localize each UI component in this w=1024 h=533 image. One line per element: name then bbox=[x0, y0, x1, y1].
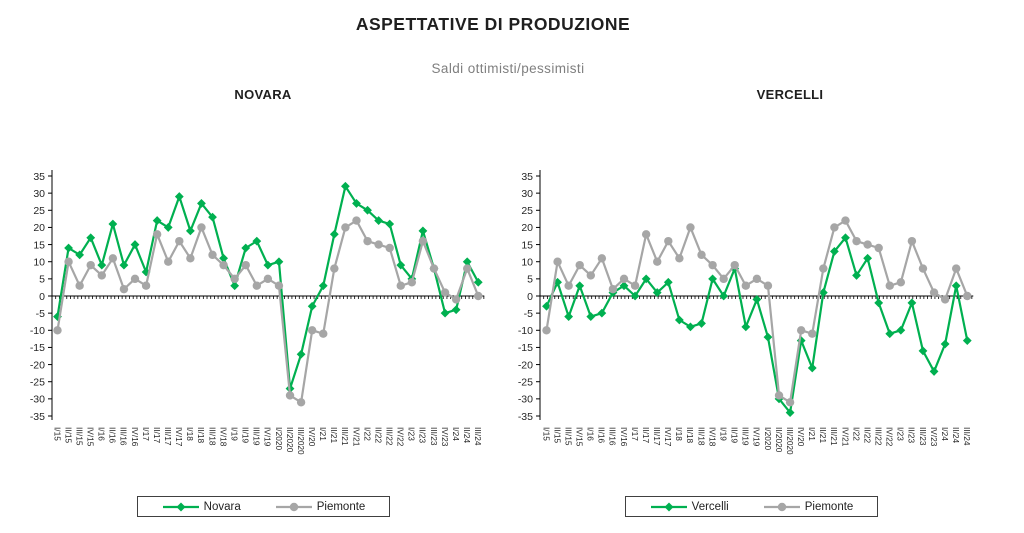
page-title: ASPETTATIVE DI PRODUZIONE bbox=[355, 14, 631, 34]
svg-text:-15: -15 bbox=[517, 342, 533, 355]
svg-text:III/23: III/23 bbox=[428, 427, 439, 446]
svg-text:35: 35 bbox=[521, 170, 533, 183]
svg-text:III/18: III/18 bbox=[696, 427, 707, 446]
svg-text:-25: -25 bbox=[29, 376, 45, 389]
svg-text:20: 20 bbox=[33, 222, 45, 235]
svg-text:30: 30 bbox=[33, 187, 45, 200]
svg-text:25: 25 bbox=[521, 205, 533, 218]
svg-text:I/17: I/17 bbox=[629, 427, 640, 441]
svg-text:I/24: I/24 bbox=[939, 427, 950, 441]
legend-item bbox=[650, 501, 729, 513]
svg-text:III/15: III/15 bbox=[563, 427, 574, 446]
svg-text:I/21: I/21 bbox=[318, 427, 329, 441]
svg-text:-5: -5 bbox=[35, 307, 45, 320]
svg-text:IV/23: IV/23 bbox=[439, 427, 450, 447]
vercelli-chart bbox=[512, 95, 1024, 533]
svg-text:-20: -20 bbox=[517, 359, 533, 372]
legend-item bbox=[162, 501, 241, 513]
svg-text:III/17: III/17 bbox=[652, 427, 663, 446]
svg-text:II/19: II/19 bbox=[729, 427, 740, 444]
svg-text:III/21: III/21 bbox=[829, 427, 840, 446]
svg-text:IV/17: IV/17 bbox=[663, 427, 674, 447]
svg-text:II/22: II/22 bbox=[373, 427, 384, 444]
svg-text:III/2020: III/2020 bbox=[295, 427, 306, 455]
svg-text:0: 0 bbox=[527, 290, 533, 303]
svg-text:III/16: III/16 bbox=[607, 427, 618, 446]
svg-text:-30: -30 bbox=[29, 393, 45, 406]
svg-text:I/16: I/16 bbox=[96, 427, 107, 441]
svg-text:II/18: II/18 bbox=[196, 427, 207, 444]
svg-text:III/22: III/22 bbox=[384, 427, 395, 446]
piemonte-series-marker-icon bbox=[763, 501, 803, 513]
svg-text:I/18: I/18 bbox=[674, 427, 685, 441]
svg-text:II/16: II/16 bbox=[107, 427, 118, 444]
svg-text:II/16: II/16 bbox=[596, 427, 607, 444]
svg-text:I/2020: I/2020 bbox=[273, 427, 284, 451]
svg-text:I/22: I/22 bbox=[362, 427, 373, 441]
svg-text:II/22: II/22 bbox=[862, 427, 873, 444]
svg-text:I/16: I/16 bbox=[585, 427, 596, 441]
svg-text:-20: -20 bbox=[29, 359, 45, 372]
svg-text:0: 0 bbox=[39, 290, 45, 303]
svg-text:II/15: II/15 bbox=[552, 427, 563, 444]
svg-text:25: 25 bbox=[33, 205, 45, 218]
svg-text:I/22: I/22 bbox=[851, 427, 862, 441]
svg-text:III/21: III/21 bbox=[340, 427, 351, 446]
svg-text:III/22: III/22 bbox=[873, 427, 884, 446]
svg-text:-10: -10 bbox=[517, 325, 533, 338]
svg-text:-25: -25 bbox=[517, 376, 533, 389]
svg-text:I/23: I/23 bbox=[406, 427, 417, 441]
novara-series-marker-icon bbox=[162, 501, 202, 513]
chart-title-novara: NOVARA bbox=[234, 87, 292, 102]
svg-text:IV/15: IV/15 bbox=[574, 427, 585, 447]
svg-text:II/17: II/17 bbox=[640, 427, 651, 444]
svg-text:IV/19: IV/19 bbox=[262, 427, 273, 447]
svg-text:-15: -15 bbox=[29, 342, 45, 355]
novara-chart bbox=[0, 95, 512, 533]
piemonte-series-marker-icon bbox=[275, 501, 315, 513]
svg-text:5: 5 bbox=[39, 273, 45, 286]
legend-item bbox=[763, 501, 854, 513]
svg-text:IV/21: IV/21 bbox=[351, 427, 362, 447]
svg-text:20: 20 bbox=[521, 222, 533, 235]
svg-text:III/24: III/24 bbox=[962, 427, 973, 446]
svg-text:I/19: I/19 bbox=[229, 427, 240, 441]
svg-text:IV/22: IV/22 bbox=[884, 427, 895, 447]
svg-text:III/16: III/16 bbox=[118, 427, 129, 446]
svg-text:III/24: III/24 bbox=[473, 427, 484, 446]
legend-label: Novara bbox=[203, 500, 241, 513]
svg-text:I/21: I/21 bbox=[807, 427, 818, 441]
svg-text:III/19: III/19 bbox=[740, 427, 751, 446]
svg-text:10: 10 bbox=[521, 256, 533, 269]
svg-text:IV/20: IV/20 bbox=[795, 427, 806, 447]
svg-text:III/18: III/18 bbox=[207, 427, 218, 446]
legend-label: Piemonte bbox=[804, 500, 854, 513]
svg-text:II/24: II/24 bbox=[462, 427, 473, 444]
svg-text:I/19: I/19 bbox=[718, 427, 729, 441]
svg-text:II/24: II/24 bbox=[951, 427, 962, 444]
svg-text:II/23: II/23 bbox=[417, 427, 428, 444]
vercelli-series-marker-icon bbox=[650, 501, 690, 513]
svg-text:35: 35 bbox=[33, 170, 45, 183]
svg-text:IV/22: IV/22 bbox=[395, 427, 406, 447]
svg-text:I/24: I/24 bbox=[450, 427, 461, 441]
svg-text:15: 15 bbox=[521, 239, 533, 252]
svg-text:II/18: II/18 bbox=[685, 427, 696, 444]
svg-text:III/17: III/17 bbox=[163, 427, 174, 446]
svg-text:-30: -30 bbox=[517, 393, 533, 406]
novara-legend bbox=[137, 496, 390, 517]
svg-text:IV/15: IV/15 bbox=[85, 427, 96, 447]
svg-text:IV/16: IV/16 bbox=[129, 427, 140, 447]
svg-text:III/15: III/15 bbox=[74, 427, 85, 446]
svg-text:IV/16: IV/16 bbox=[618, 427, 629, 447]
legend-item bbox=[275, 501, 366, 513]
svg-text:I/15: I/15 bbox=[541, 427, 552, 441]
svg-text:I/2020: I/2020 bbox=[762, 427, 773, 451]
svg-text:I/23: I/23 bbox=[895, 427, 906, 441]
svg-text:II/2020: II/2020 bbox=[284, 427, 295, 453]
svg-text:IV/18: IV/18 bbox=[218, 427, 229, 447]
svg-text:IV/18: IV/18 bbox=[707, 427, 718, 447]
legend-label: Vercelli bbox=[691, 500, 729, 513]
svg-text:III/19: III/19 bbox=[251, 427, 262, 446]
legend-label: Piemonte bbox=[316, 500, 366, 513]
svg-text:15: 15 bbox=[33, 239, 45, 252]
svg-text:-10: -10 bbox=[29, 325, 45, 338]
svg-text:II/21: II/21 bbox=[329, 427, 340, 444]
svg-text:I/15: I/15 bbox=[52, 427, 63, 441]
svg-text:10: 10 bbox=[33, 256, 45, 269]
svg-text:II/19: II/19 bbox=[240, 427, 251, 444]
chart-title-vercelli: VERCELLI bbox=[756, 87, 824, 102]
svg-text:III/2020: III/2020 bbox=[784, 427, 795, 455]
vercelli-legend bbox=[625, 496, 878, 517]
svg-text:-5: -5 bbox=[523, 307, 533, 320]
svg-text:II/17: II/17 bbox=[151, 427, 162, 444]
svg-text:IV/17: IV/17 bbox=[174, 427, 185, 447]
page-subtitle: Saldi ottimisti/pessimisti bbox=[431, 61, 585, 76]
svg-text:5: 5 bbox=[527, 273, 533, 286]
svg-text:-35: -35 bbox=[29, 410, 45, 423]
svg-text:I/18: I/18 bbox=[185, 427, 196, 441]
svg-text:IV/23: IV/23 bbox=[928, 427, 939, 447]
svg-text:III/23: III/23 bbox=[917, 427, 928, 446]
svg-text:II/2020: II/2020 bbox=[773, 427, 784, 453]
svg-text:-35: -35 bbox=[517, 410, 533, 423]
svg-text:II/23: II/23 bbox=[906, 427, 917, 444]
svg-text:II/21: II/21 bbox=[818, 427, 829, 444]
svg-text:II/15: II/15 bbox=[63, 427, 74, 444]
svg-text:I/17: I/17 bbox=[140, 427, 151, 441]
svg-text:30: 30 bbox=[521, 187, 533, 200]
svg-text:IV/20: IV/20 bbox=[306, 427, 317, 447]
svg-text:IV/21: IV/21 bbox=[840, 427, 851, 447]
svg-text:IV/19: IV/19 bbox=[751, 427, 762, 447]
